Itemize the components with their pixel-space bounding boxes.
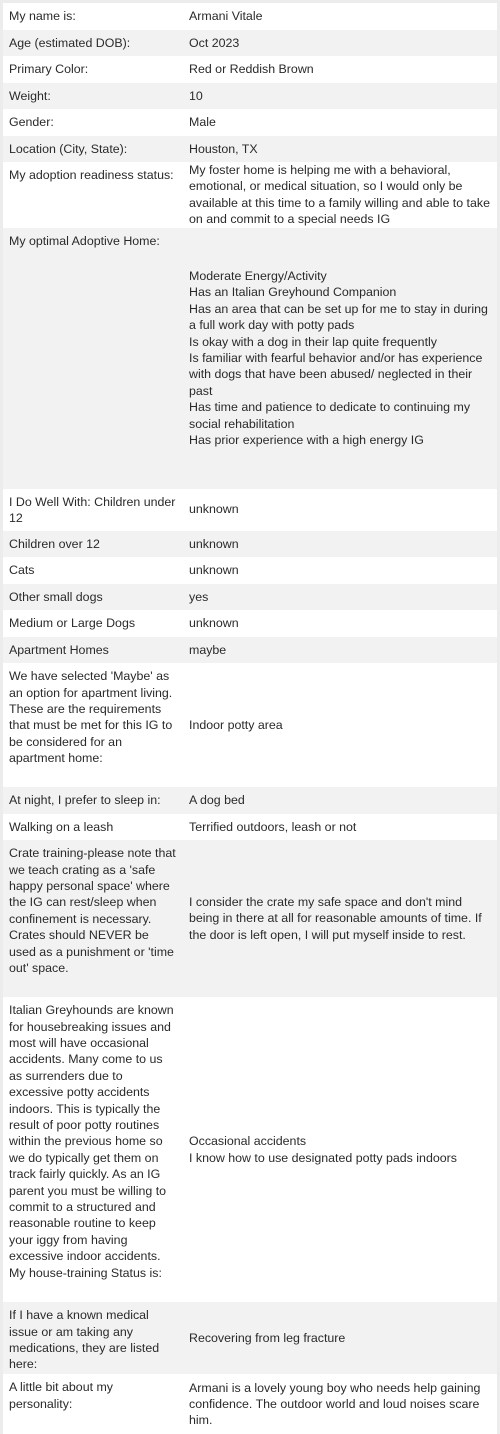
field-label: At night, I prefer to sleep in:	[3, 787, 183, 814]
field-value: Occasional accidents I know how to use designated potty pads indoors	[183, 997, 497, 1302]
profile-row	[3, 228, 497, 489]
field-label: A little bit about my personality:	[3, 1374, 183, 1434]
field-value: unknown	[183, 489, 497, 531]
profile-row	[3, 30, 497, 57]
profile-row	[3, 840, 497, 997]
field-label: Age (estimated DOB):	[3, 30, 183, 57]
field-value: Armani Vitale	[183, 3, 497, 30]
profile-row	[3, 1302, 497, 1374]
field-value: Indoor potty area	[183, 663, 497, 787]
profile-row	[3, 136, 497, 163]
field-label: Primary Color:	[3, 56, 183, 83]
field-label: My optimal Adoptive Home:	[3, 228, 183, 489]
profile-row	[3, 610, 497, 637]
field-label: We have selected 'Maybe' as an option for apartment living. These are the requirements that must be met for this IG to be considered for an apartment home:	[3, 663, 183, 787]
profile-row	[3, 83, 497, 110]
profile-row	[3, 489, 497, 531]
field-label: Other small dogs	[3, 584, 183, 611]
field-label: Walking on a leash	[3, 814, 183, 841]
field-label: Italian Greyhounds are known for housebreaking issues and most will have occasional accidents. Many come to us as surrenders due to excessive potty accidents indoors. This is typically the result of poor potty routines within the previous home so we do typically get them on track fairly quickly. As an IG parent you must be willing to commit to a structured and reasonable routine to keep your iggy from having excessive indoor accidents. My house-training Status is:	[3, 997, 183, 1302]
field-value: Armani is a lovely young boy who needs help gaining confidence. The outdoor world and loud noises scare him.	[183, 1374, 497, 1434]
field-label: Cats	[3, 557, 183, 584]
profile-row	[3, 663, 497, 787]
field-value: yes	[183, 584, 497, 611]
field-value: maybe	[183, 637, 497, 664]
field-value: A dog bed	[183, 787, 497, 814]
profile-row	[3, 997, 497, 1302]
field-value: Recovering from leg fracture	[183, 1302, 497, 1374]
profile-row	[3, 637, 497, 664]
field-label: Medium or Large Dogs	[3, 610, 183, 637]
field-label: Crate training-please note that we teach crating as a 'safe happy personal space' where the IG can rest/sleep when confinement is necessary. Crates should NEVER be used as a punishment or 'time out' space.	[3, 840, 183, 997]
field-value: unknown	[183, 531, 497, 558]
profile-row	[3, 3, 497, 30]
field-label: Gender:	[3, 109, 183, 136]
field-value: 10	[183, 83, 497, 110]
profile-row	[3, 584, 497, 611]
profile-row	[3, 56, 497, 83]
field-label: Location (City, State):	[3, 136, 183, 163]
field-label: Weight:	[3, 83, 183, 110]
profile-row	[3, 162, 497, 228]
field-value: Red or Reddish Brown	[183, 56, 497, 83]
profile-row	[3, 787, 497, 814]
field-label: My adoption readiness status:	[3, 162, 183, 228]
field-value: My foster home is helping me with a behavioral, emotional, or medical situation, so I would only be available at this time to a family willing and able to take on and commit to a special needs IG	[183, 162, 497, 228]
profile-row	[3, 1374, 497, 1434]
field-value: I consider the crate my safe space and don't mind being in there at all for reasonable amounts of time. If the door is left open, I will put myself inside to rest.	[183, 840, 497, 997]
field-value: Oct 2023	[183, 30, 497, 57]
profile-rows	[3, 3, 497, 1434]
profile-table	[3, 3, 497, 1434]
field-value: Terrified outdoors, leash or not	[183, 814, 497, 841]
field-value: Male	[183, 109, 497, 136]
profile-row	[3, 814, 497, 841]
field-value: unknown	[183, 610, 497, 637]
field-value: Houston, TX	[183, 136, 497, 163]
field-value: Moderate Energy/Activity Has an Italian Greyhound Companion Has an area that can be set up for me to stay in during a full work day with potty pads Is okay with a dog in their lap quite frequently Is familiar with fearful behavior and/or has experience with dogs that have been abused/ neglected in their past Has time and patience to dedicate to continuing my social rehabilitation Has prior experience with a high energy IG	[183, 228, 497, 489]
field-label: My name is:	[3, 3, 183, 30]
field-label: If I have a known medical issue or am taking any medications, they are listed here:	[3, 1302, 183, 1374]
profile-row	[3, 109, 497, 136]
field-value: unknown	[183, 557, 497, 584]
field-label: Apartment Homes	[3, 637, 183, 664]
field-label: I Do Well With: Children under 12	[3, 489, 183, 531]
field-label: Children over 12	[3, 531, 183, 558]
profile-row	[3, 557, 497, 584]
profile-row	[3, 531, 497, 558]
